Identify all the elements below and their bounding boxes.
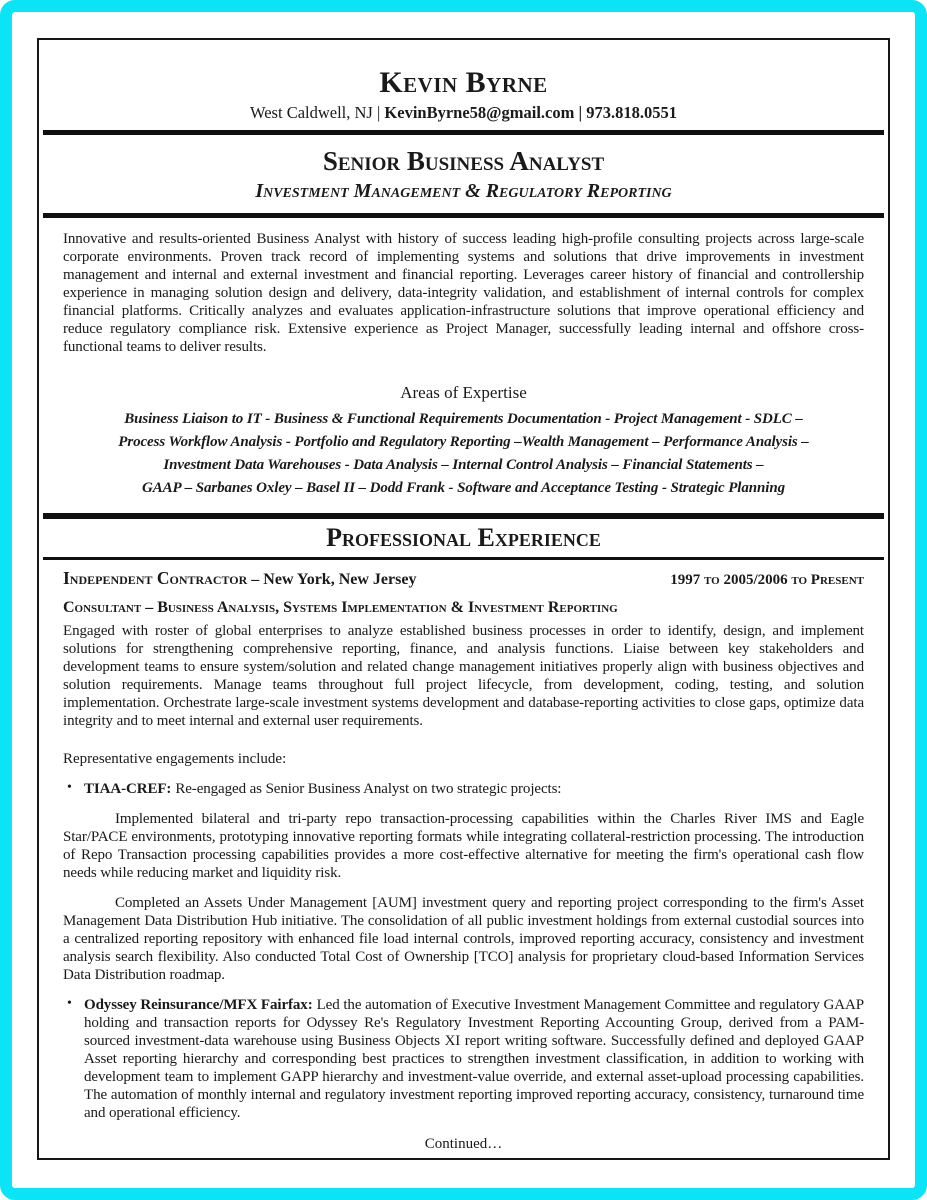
- contact-email: KevinByrne58@gmail.com: [384, 103, 575, 122]
- engagement-detail-paragraph: Completed an Assets Under Management [AUM] investment query and reporting project corresponding to the firm's Asset Management Data Distribution Hub initiative. The consolidation of all public investment holdings from external custodial sources into a centralized reporting repository with enhanced file load internal controls, improved reporting accuracy, consistency and investment analysis search flexibility. Also conducted Total Cost of Ownership [TCO] analysis for proprietary cloud-based Information Services Data Distribution roadmap.: [63, 895, 864, 983]
- employer-name-location: [63, 568, 416, 589]
- divider: [43, 557, 884, 560]
- continued-note: Continued…: [424, 1136, 503, 1152]
- contact-location: West Caldwell, NJ: [249, 103, 373, 122]
- role-title: Consultant – Business Analysis, Systems Implementation & Investment Reporting: [63, 599, 618, 616]
- divider: [43, 213, 884, 218]
- engagement-detail-paragraph: Implemented bilateral and tri-party repo transaction-processing capabilities within the Charles River IMS and Eagle Star/PACE environments, prototyping innovative reporting formats while integrating collateral-restriction processing. The introduction of Repo Transaction processing capabilities provides a more cost-effective alternative for meeting the firm's operational cash flow needs while reducing market and liquidity risk.: [63, 811, 864, 881]
- professional-summary: Innovative and results-oriented Business Analyst with history of success leading high-profile consulting projects across large-scale corporate environments. Proven track record of implementing systems and solutions that drive improvements in investment management and internal and external investment and financial reporting. Leverages career history of financial and controllership experience in managing solution design and delivery, data-integrity validation, and establishment of internal controls for complex financial platforms. Critically analyzes and evaluates application-infrastructure solutions that improve operational efficiency and reduce regulatory compliance risk. Extensive experience as Project Manager, successfully leading internal and offshore cross-functional teams to deliver results.: [63, 231, 864, 355]
- employment-dates: 1997 to 2005/2006 to Present: [670, 572, 864, 588]
- divider: [43, 513, 884, 519]
- employer-name: Independent Contractor: [63, 568, 248, 588]
- engagement-item-tiaa-cref: [63, 780, 864, 798]
- contact-phone: 973.818.0551: [586, 103, 678, 122]
- bullet-icon: •: [67, 996, 72, 1011]
- expertise-line: Business Liaison to IT - Business & Functional Requirements Documentation - Project Management - SDLC –: [124, 411, 803, 427]
- candidate-name: Kevin Byrne: [379, 66, 548, 99]
- resume-sheet: [37, 38, 890, 1160]
- engagement-label: TIAA-CREF:: [84, 781, 172, 797]
- expertise-line: Investment Data Warehouses - Data Analysis – Internal Control Analysis – Financial Statements –: [163, 457, 764, 473]
- contact-divider: |: [578, 103, 583, 122]
- role-overview: Engaged with roster of global enterprises to analyze established business processes in order to identify, design, and implement solutions for strengthening comprehensive reporting, finance, and analysis functions. Liaise between key stakeholders and development teams to ensure system/solution and related change management initiatives properly align with business objectives and solution requirements. Manage teams throughout full project lifecycle, from development, coding, testing, and solution implementation. Orchestrate large-scale investment systems development and database-reporting activities to close gaps, optimize data integrity and to meet internal and external user requirements.: [63, 623, 864, 729]
- employer-row: [63, 568, 864, 589]
- resume-subtitle: Investment Management & Regulatory Reporting: [255, 180, 672, 202]
- engagement-summary: Led the automation of Executive Investment Management Committee and regulatory GAAP holding and transaction reports for Odyssey Re's Regulatory Investment Reporting Accounting Group, derived from a PAM-sourced investment-data warehouse using Business Objects XI report writing software. Successfully defined and deployed GAAP Asset reporting hierarchy and corresponding best practices to strengthen investment classification, in addition to working with development team to implement GAPP hierarchy and investment-value override, and external asset-upload processing capabilities. The automation of monthly internal and regulatory investment reporting improved reporting accuracy, consistency, turnaround time and operational efficiency.: [84, 997, 864, 1121]
- engagement-summary: Re-engaged as Senior Business Analyst on two strategic projects:: [175, 781, 562, 797]
- engagement-item-odyssey: [63, 996, 864, 1122]
- divider: [43, 130, 884, 135]
- employer-location: – New York, New Jersey: [251, 571, 417, 588]
- engagement-label: Odyssey Reinsurance/MFX Fairfax:: [84, 997, 313, 1013]
- bullet-icon: •: [67, 780, 72, 795]
- expertise-line: GAAP – Sarbanes Oxley – Basel II – Dodd Frank - Software and Acceptance Testing - Strategic Planning: [142, 480, 785, 496]
- expertise-line: Process Workflow Analysis - Portfolio and Regulatory Reporting –Wealth Management – Performance Analysis –: [118, 434, 809, 450]
- engagements-intro: Representative engagements include:: [63, 751, 287, 767]
- section-heading-professional-experience: Professional Experience: [326, 523, 601, 552]
- areas-of-expertise-heading: Areas of Expertise: [400, 383, 527, 402]
- contact-line: [63, 102, 864, 123]
- resume-title: Senior Business Analyst: [322, 146, 605, 176]
- contact-divider: |: [376, 103, 381, 122]
- areas-of-expertise-list: [63, 408, 864, 500]
